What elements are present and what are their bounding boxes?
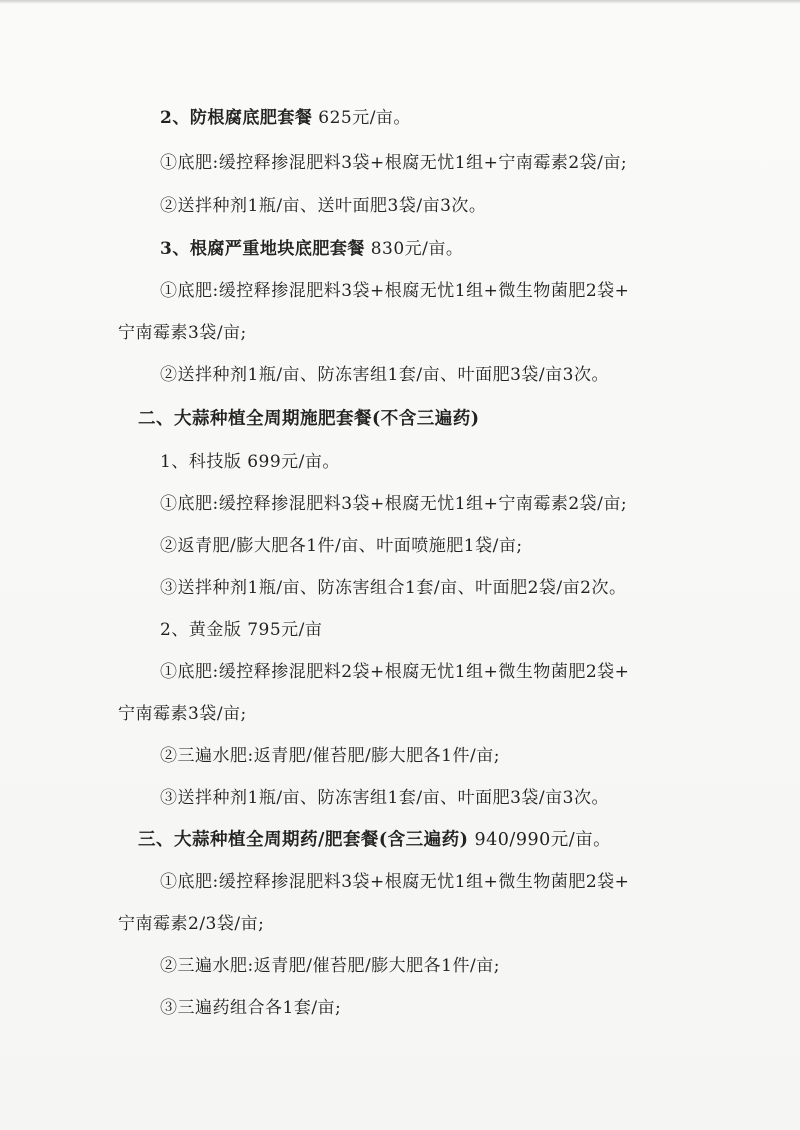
section-3-heading bbox=[138, 828, 611, 852]
package-2-item-1: ①底肥:缓控释掺混肥料3袋+根腐无忧1组+宁南霉素2袋/亩; bbox=[160, 153, 628, 173]
package-2-item-2: ②送拌种剂1瓶/亩、送叶面肥3袋/亩3次。 bbox=[160, 196, 487, 216]
package-3-item-2: ②送拌种剂1瓶/亩、防冻害组1套/亩、叶面肥3袋/亩3次。 bbox=[160, 365, 609, 385]
package-3-item-1: ①底肥:缓控释掺混肥料3袋+根腐无忧1组+微生物菌肥2袋+ bbox=[160, 281, 630, 301]
tech-edition: 1、科技版 699元/亩。 bbox=[160, 452, 340, 472]
section-3-item-1-cont: 宁南霉素2/3袋/亩; bbox=[118, 914, 265, 934]
package-3-heading bbox=[160, 237, 463, 261]
package-3-item-1-cont: 宁南霉素3袋/亩; bbox=[118, 323, 247, 343]
section-2-title: 二、大蒜种植全周期施肥套餐(不含三遍药) bbox=[138, 409, 480, 429]
tech-edition-item-2: ②返青肥/膨大肥各1件/亩、叶面喷施肥1袋/亩; bbox=[160, 536, 523, 556]
gold-edition-item-1-cont: 宁南霉素3袋/亩; bbox=[118, 704, 247, 724]
section-3-item-2: ②三遍水肥:返青肥/催苔肥/膨大肥各1件/亩; bbox=[160, 956, 500, 976]
tech-edition-item-1: ①底肥:缓控释掺混肥料3袋+根腐无忧1组+宁南霉素2袋/亩; bbox=[160, 494, 628, 514]
package-3-title: 3、根腐严重地块底肥套餐 bbox=[160, 239, 365, 259]
gold-edition-item-3: ③送拌种剂1瓶/亩、防冻害组1套/亩、叶面肥3袋/亩3次。 bbox=[160, 788, 609, 808]
package-2-price: 625元/亩。 bbox=[312, 108, 411, 128]
package-2-heading bbox=[160, 106, 411, 130]
section-3-price: 940/990元/亩。 bbox=[468, 830, 612, 850]
section-3-title: 三、大蒜种植全周期药/肥套餐(含三遍药) bbox=[138, 830, 469, 850]
gold-edition-item-2: ②三遍水肥:返青肥/催苔肥/膨大肥各1件/亩; bbox=[160, 746, 500, 766]
gold-edition-item-1: ①底肥:缓控释掺混肥料2袋+根腐无忧1组+微生物菌肥2袋+ bbox=[160, 662, 630, 682]
package-2-title: 2、防根腐底肥套餐 bbox=[160, 108, 313, 128]
gold-edition: 2、黄金版 795元/亩 bbox=[160, 620, 323, 640]
package-3-price: 830元/亩。 bbox=[364, 239, 464, 259]
tech-edition-item-3: ③送拌种剂1瓶/亩、防冻害组合1套/亩、叶面肥2袋/亩2次。 bbox=[160, 578, 627, 598]
scan-edge bbox=[0, 0, 800, 4]
section-3-item-1: ①底肥:缓控释掺混肥料3袋+根腐无忧1组+微生物菌肥2袋+ bbox=[160, 872, 630, 892]
section-3-item-3: ③三遍药组合各1套/亩; bbox=[160, 998, 342, 1018]
